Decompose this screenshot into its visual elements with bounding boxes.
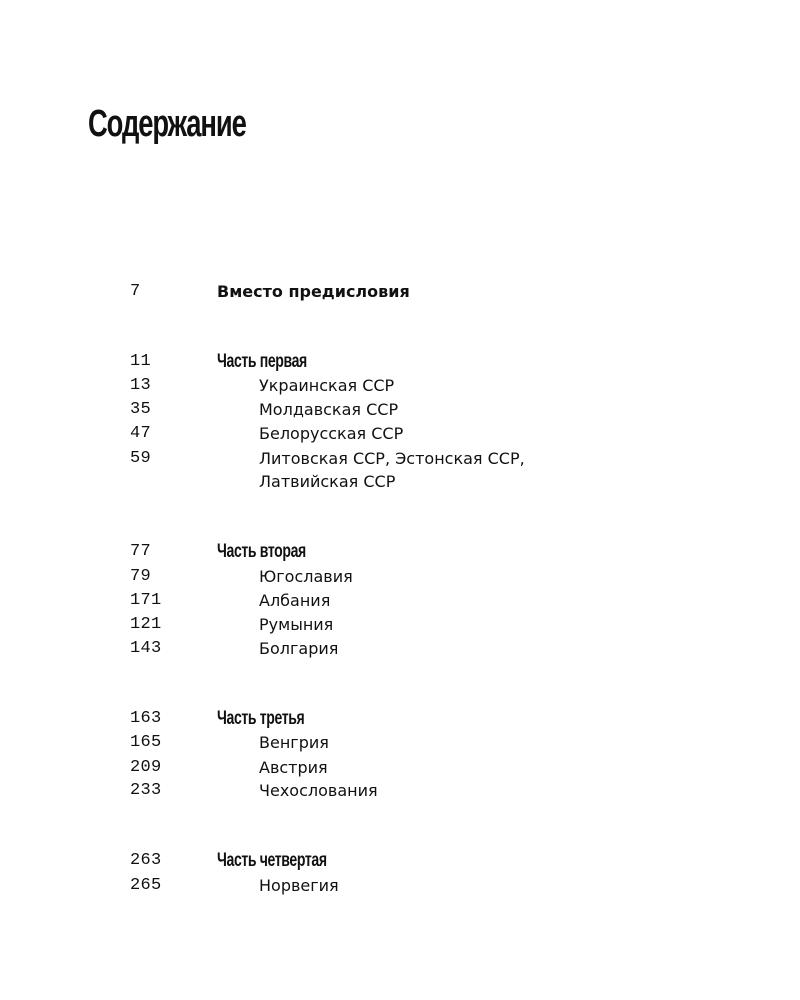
page-number: 59 bbox=[130, 449, 152, 468]
toc-chapter-row[interactable] bbox=[0, 589, 800, 613]
toc-chapter-row[interactable] bbox=[0, 398, 800, 422]
toc-chapter-row[interactable] bbox=[0, 779, 800, 803]
page-number: 7 bbox=[130, 282, 141, 301]
page-number: 171 bbox=[130, 591, 162, 610]
part-title: Часть третья bbox=[217, 708, 305, 729]
chapter-title: Норвегия bbox=[259, 876, 339, 895]
page-title: Содержание bbox=[88, 103, 246, 145]
toc-chapter-row-continued[interactable] bbox=[0, 470, 800, 494]
chapter-title: Молдавская ССР bbox=[259, 400, 399, 419]
page-number: 263 bbox=[130, 851, 162, 870]
chapter-title: Румыния bbox=[259, 615, 334, 634]
page-number: 13 bbox=[130, 376, 152, 395]
page-number: 163 bbox=[130, 709, 162, 728]
toc-chapter-row[interactable] bbox=[0, 422, 800, 446]
page-number: 265 bbox=[130, 876, 162, 895]
toc-part-row[interactable] bbox=[0, 350, 800, 374]
chapter-title: Югославия bbox=[259, 567, 353, 586]
toc-chapter-row[interactable] bbox=[0, 374, 800, 398]
page-number: 11 bbox=[130, 352, 152, 371]
toc-part-row[interactable] bbox=[0, 707, 800, 731]
chapter-title: Чехослования bbox=[259, 781, 378, 800]
page-number: 121 bbox=[130, 615, 162, 634]
chapter-title: Белорусская ССР bbox=[259, 424, 404, 443]
chapter-title: Украинская ССР bbox=[259, 376, 395, 395]
chapter-title: Болгария bbox=[259, 639, 339, 658]
intro-title: Вместо предисловия bbox=[217, 282, 410, 301]
page-number: 233 bbox=[130, 781, 162, 800]
toc-chapter-row[interactable] bbox=[0, 565, 800, 589]
chapter-title: Австрия bbox=[259, 758, 328, 777]
page-number: 77 bbox=[130, 542, 152, 561]
toc-chapter-row[interactable] bbox=[0, 874, 800, 898]
page-number: 47 bbox=[130, 424, 152, 443]
toc-part-row[interactable] bbox=[0, 540, 800, 564]
page-number: 35 bbox=[130, 400, 152, 419]
part-title: Часть первая bbox=[217, 351, 307, 372]
toc-intro-row[interactable] bbox=[0, 280, 800, 304]
chapter-title: Литовская ССР, Эстонская ССР, bbox=[259, 449, 525, 468]
toc-chapter-row[interactable] bbox=[0, 613, 800, 637]
toc-chapter-row[interactable] bbox=[0, 447, 800, 471]
toc-chapter-row[interactable] bbox=[0, 731, 800, 755]
part-title: Часть четвертая bbox=[217, 850, 327, 871]
toc-chapter-row[interactable] bbox=[0, 637, 800, 661]
page-number: 165 bbox=[130, 733, 162, 752]
chapter-title: Латвийская ССР bbox=[259, 472, 396, 491]
page-number: 79 bbox=[130, 567, 152, 586]
toc-part-row[interactable] bbox=[0, 849, 800, 873]
chapter-title: Венгрия bbox=[259, 733, 329, 752]
page-number: 143 bbox=[130, 639, 162, 658]
chapter-title: Албания bbox=[259, 591, 331, 610]
toc-chapter-row[interactable] bbox=[0, 756, 800, 780]
part-title: Часть вторая bbox=[217, 541, 306, 562]
page-number: 209 bbox=[130, 758, 162, 777]
